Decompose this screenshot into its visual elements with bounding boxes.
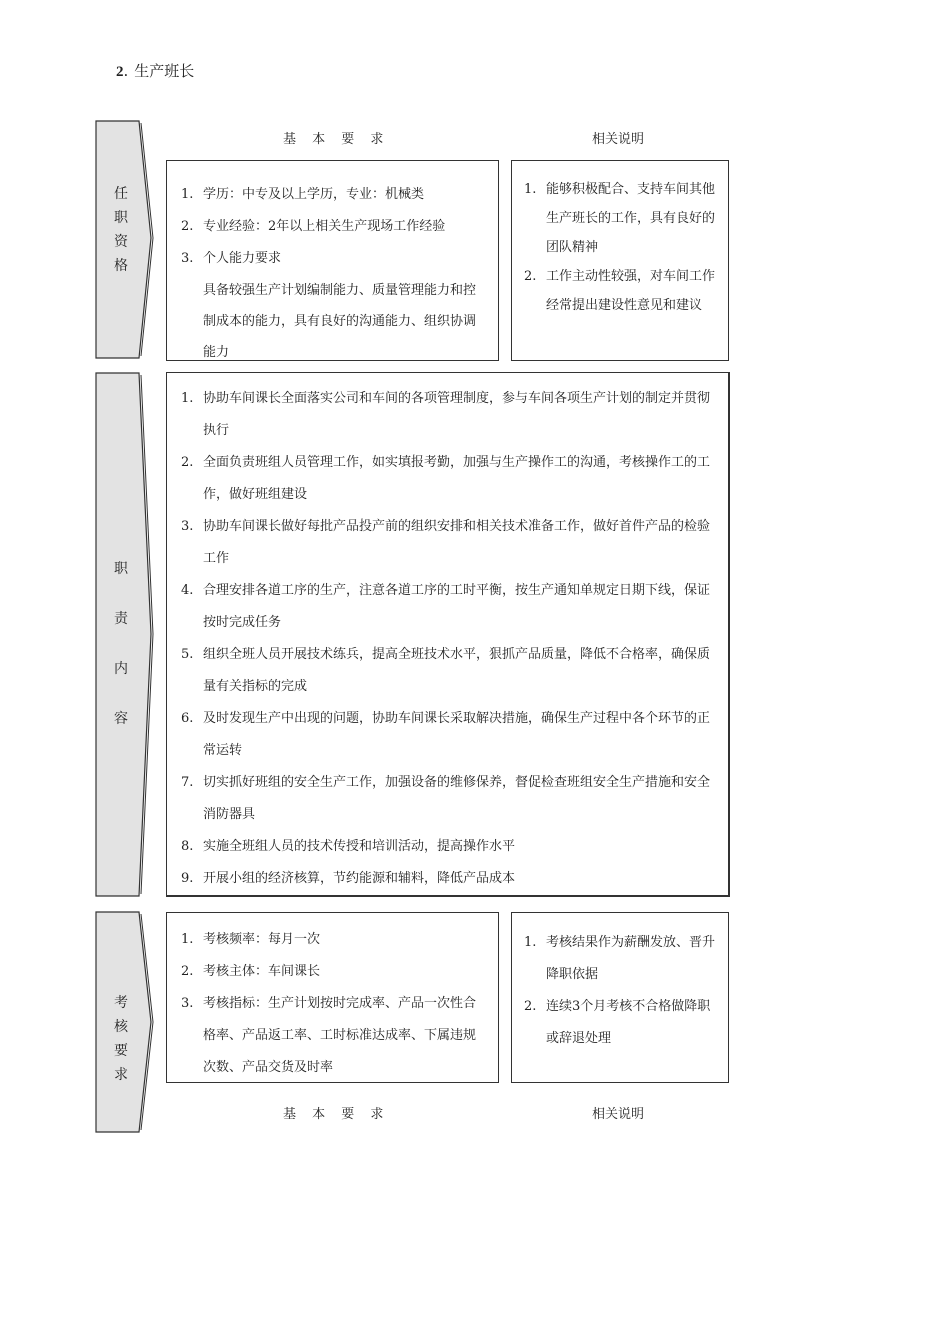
item-text: 具备较强生产计划编制能力、质量管理能力和控制成本的能力，具有良好的沟通能力、组织协调能力 xyxy=(203,283,477,360)
tab-char: 资 xyxy=(114,234,128,250)
header-related-notes-top: 相关说明 xyxy=(592,132,645,147)
list-item xyxy=(181,988,486,1084)
qualifications-related-box xyxy=(511,160,729,361)
item-number: 1. xyxy=(181,187,194,202)
tab-label-duties xyxy=(95,544,147,744)
item-number: 2. xyxy=(524,999,537,1014)
item-number: 1. xyxy=(524,182,537,197)
item-text: 及时发现生产中出现的问题，协助车间课长采取解决措施，确保生产过程中各个环节的正常运转 xyxy=(203,711,711,758)
tab-char: 求 xyxy=(114,1067,128,1083)
list-item xyxy=(181,831,716,863)
item-text: 考核结果作为薪酬发放、晋升降职依据 xyxy=(546,935,716,982)
qualifications-basic-list xyxy=(181,179,486,368)
assessment-basic-box xyxy=(166,912,499,1083)
item-text: 考核指标：生产计划按时完成率、产品一次性合格率、产品返工率、工时标准达成率、下属违规次数、产品交货及时率 xyxy=(203,996,477,1075)
item-text: 能够积极配合、支持车间其他生产班长的工作，具有良好的团队精神 xyxy=(546,182,716,255)
tab-char: 核 xyxy=(114,1019,128,1035)
tab-char: 容 xyxy=(114,711,128,727)
list-item xyxy=(181,639,716,703)
section-tab-duties xyxy=(95,372,157,898)
list-item xyxy=(181,275,486,368)
list-item xyxy=(181,211,486,243)
tab-char: 任 xyxy=(114,186,128,202)
list-item xyxy=(181,243,486,275)
assessment-basic-list xyxy=(181,924,486,1084)
item-number: 3. xyxy=(181,251,194,266)
tab-char: 格 xyxy=(114,258,128,274)
item-text: 切实抓好班组的安全生产工作，加强设备的维修保养，督促检查班组安全生产措施和安全消防器具 xyxy=(203,775,711,822)
item-number: 3. xyxy=(181,996,194,1011)
item-text: 个人能力要求 xyxy=(203,251,282,266)
item-number: 1. xyxy=(524,935,537,950)
title-separator: . xyxy=(123,62,129,80)
list-item xyxy=(181,383,716,447)
item-text: 专业经验：2年以上相关生产现场工作经验 xyxy=(203,219,446,234)
item-number: 2. xyxy=(524,269,537,284)
section-tab-qualifications xyxy=(95,120,157,360)
qualifications-basic-box xyxy=(166,160,499,361)
tab-char: 责 xyxy=(114,611,128,627)
list-item xyxy=(524,927,718,991)
list-item xyxy=(181,575,716,639)
item-text: 连续3个月考核不合格做降职或辞退处理 xyxy=(546,999,711,1046)
item-number: 4. xyxy=(181,583,194,598)
tab-char: 职 xyxy=(114,210,128,226)
item-number: 3. xyxy=(181,519,194,534)
assessment-related-box xyxy=(511,912,729,1083)
list-item xyxy=(181,703,716,767)
item-text: 协助车间课长全面落实公司和车间的各项管理制度，参与车间各项生产计划的制定并贯彻执行 xyxy=(203,391,711,438)
qualifications-related-list xyxy=(524,175,718,320)
tab-char: 考 xyxy=(114,995,128,1011)
item-text: 全面负责班组人员管理工作，如实填报考勤，加强与生产操作工的沟通，考核操作工的工作，做好班组建设 xyxy=(203,455,711,502)
item-number: 2. xyxy=(181,964,194,979)
item-text: 考核频率：每月一次 xyxy=(203,932,321,947)
tab-char: 要 xyxy=(114,1043,128,1059)
item-text: 学历：中专及以上学历，专业：机械类 xyxy=(203,187,425,202)
duties-list xyxy=(181,383,716,895)
item-number: 2. xyxy=(181,455,194,470)
item-number: 2. xyxy=(181,219,194,234)
page-title xyxy=(116,60,194,81)
list-item xyxy=(524,175,718,262)
title-number: 2 xyxy=(116,64,124,80)
header-related-notes-bottom: 相关说明 xyxy=(592,1107,645,1122)
list-item xyxy=(181,511,716,575)
tab-char: 内 xyxy=(114,661,128,677)
section-tab-assessment xyxy=(95,911,157,1134)
list-item xyxy=(181,924,486,956)
list-item xyxy=(524,991,718,1055)
item-text: 组织全班人员开展技术练兵，提高全班技术水平，狠抓产品质量，降低不合格率，确保质量有关指标的完成 xyxy=(203,647,711,694)
list-item xyxy=(181,179,486,211)
header-basic-requirements-bottom: 基 本 要 求 xyxy=(283,1107,384,1122)
item-number: 1. xyxy=(181,391,194,406)
tab-char: 职 xyxy=(114,561,128,577)
item-number xyxy=(181,275,203,368)
item-number: 7. xyxy=(181,775,194,790)
item-text: 实施全班组人员的技术传授和培训活动，提高操作水平 xyxy=(203,839,516,854)
item-number: 9. xyxy=(181,871,194,886)
item-number: 6. xyxy=(181,711,194,726)
list-item xyxy=(181,863,716,895)
list-item xyxy=(524,262,718,320)
tab-label-qualifications xyxy=(95,182,147,278)
item-text: 合理安排各道工序的生产，注意各道工序的工时平衡，按生产通知单规定日期下线，保证按时完成任务 xyxy=(203,583,711,630)
header-basic-requirements-top: 基 本 要 求 xyxy=(283,132,384,147)
item-number: 1. xyxy=(181,932,194,947)
tab-label-assessment xyxy=(95,991,147,1087)
item-number: 5. xyxy=(181,647,194,662)
list-item xyxy=(181,447,716,511)
list-item xyxy=(181,956,486,988)
title-text: 生产班长 xyxy=(134,62,195,80)
item-text: 协助车间课长做好每批产品投产前的组织安排和相关技术准备工作，做好首件产品的检验工作 xyxy=(203,519,711,566)
item-number: 8. xyxy=(181,839,194,854)
item-text: 考核主体：车间课长 xyxy=(203,964,321,979)
item-text: 工作主动性较强，对车间工作经常提出建设性意见和建议 xyxy=(546,269,716,313)
list-item xyxy=(181,767,716,831)
assessment-related-list xyxy=(524,927,718,1055)
duties-box xyxy=(166,372,730,897)
item-text: 开展小组的经济核算，节约能源和辅料，降低产品成本 xyxy=(203,871,516,886)
